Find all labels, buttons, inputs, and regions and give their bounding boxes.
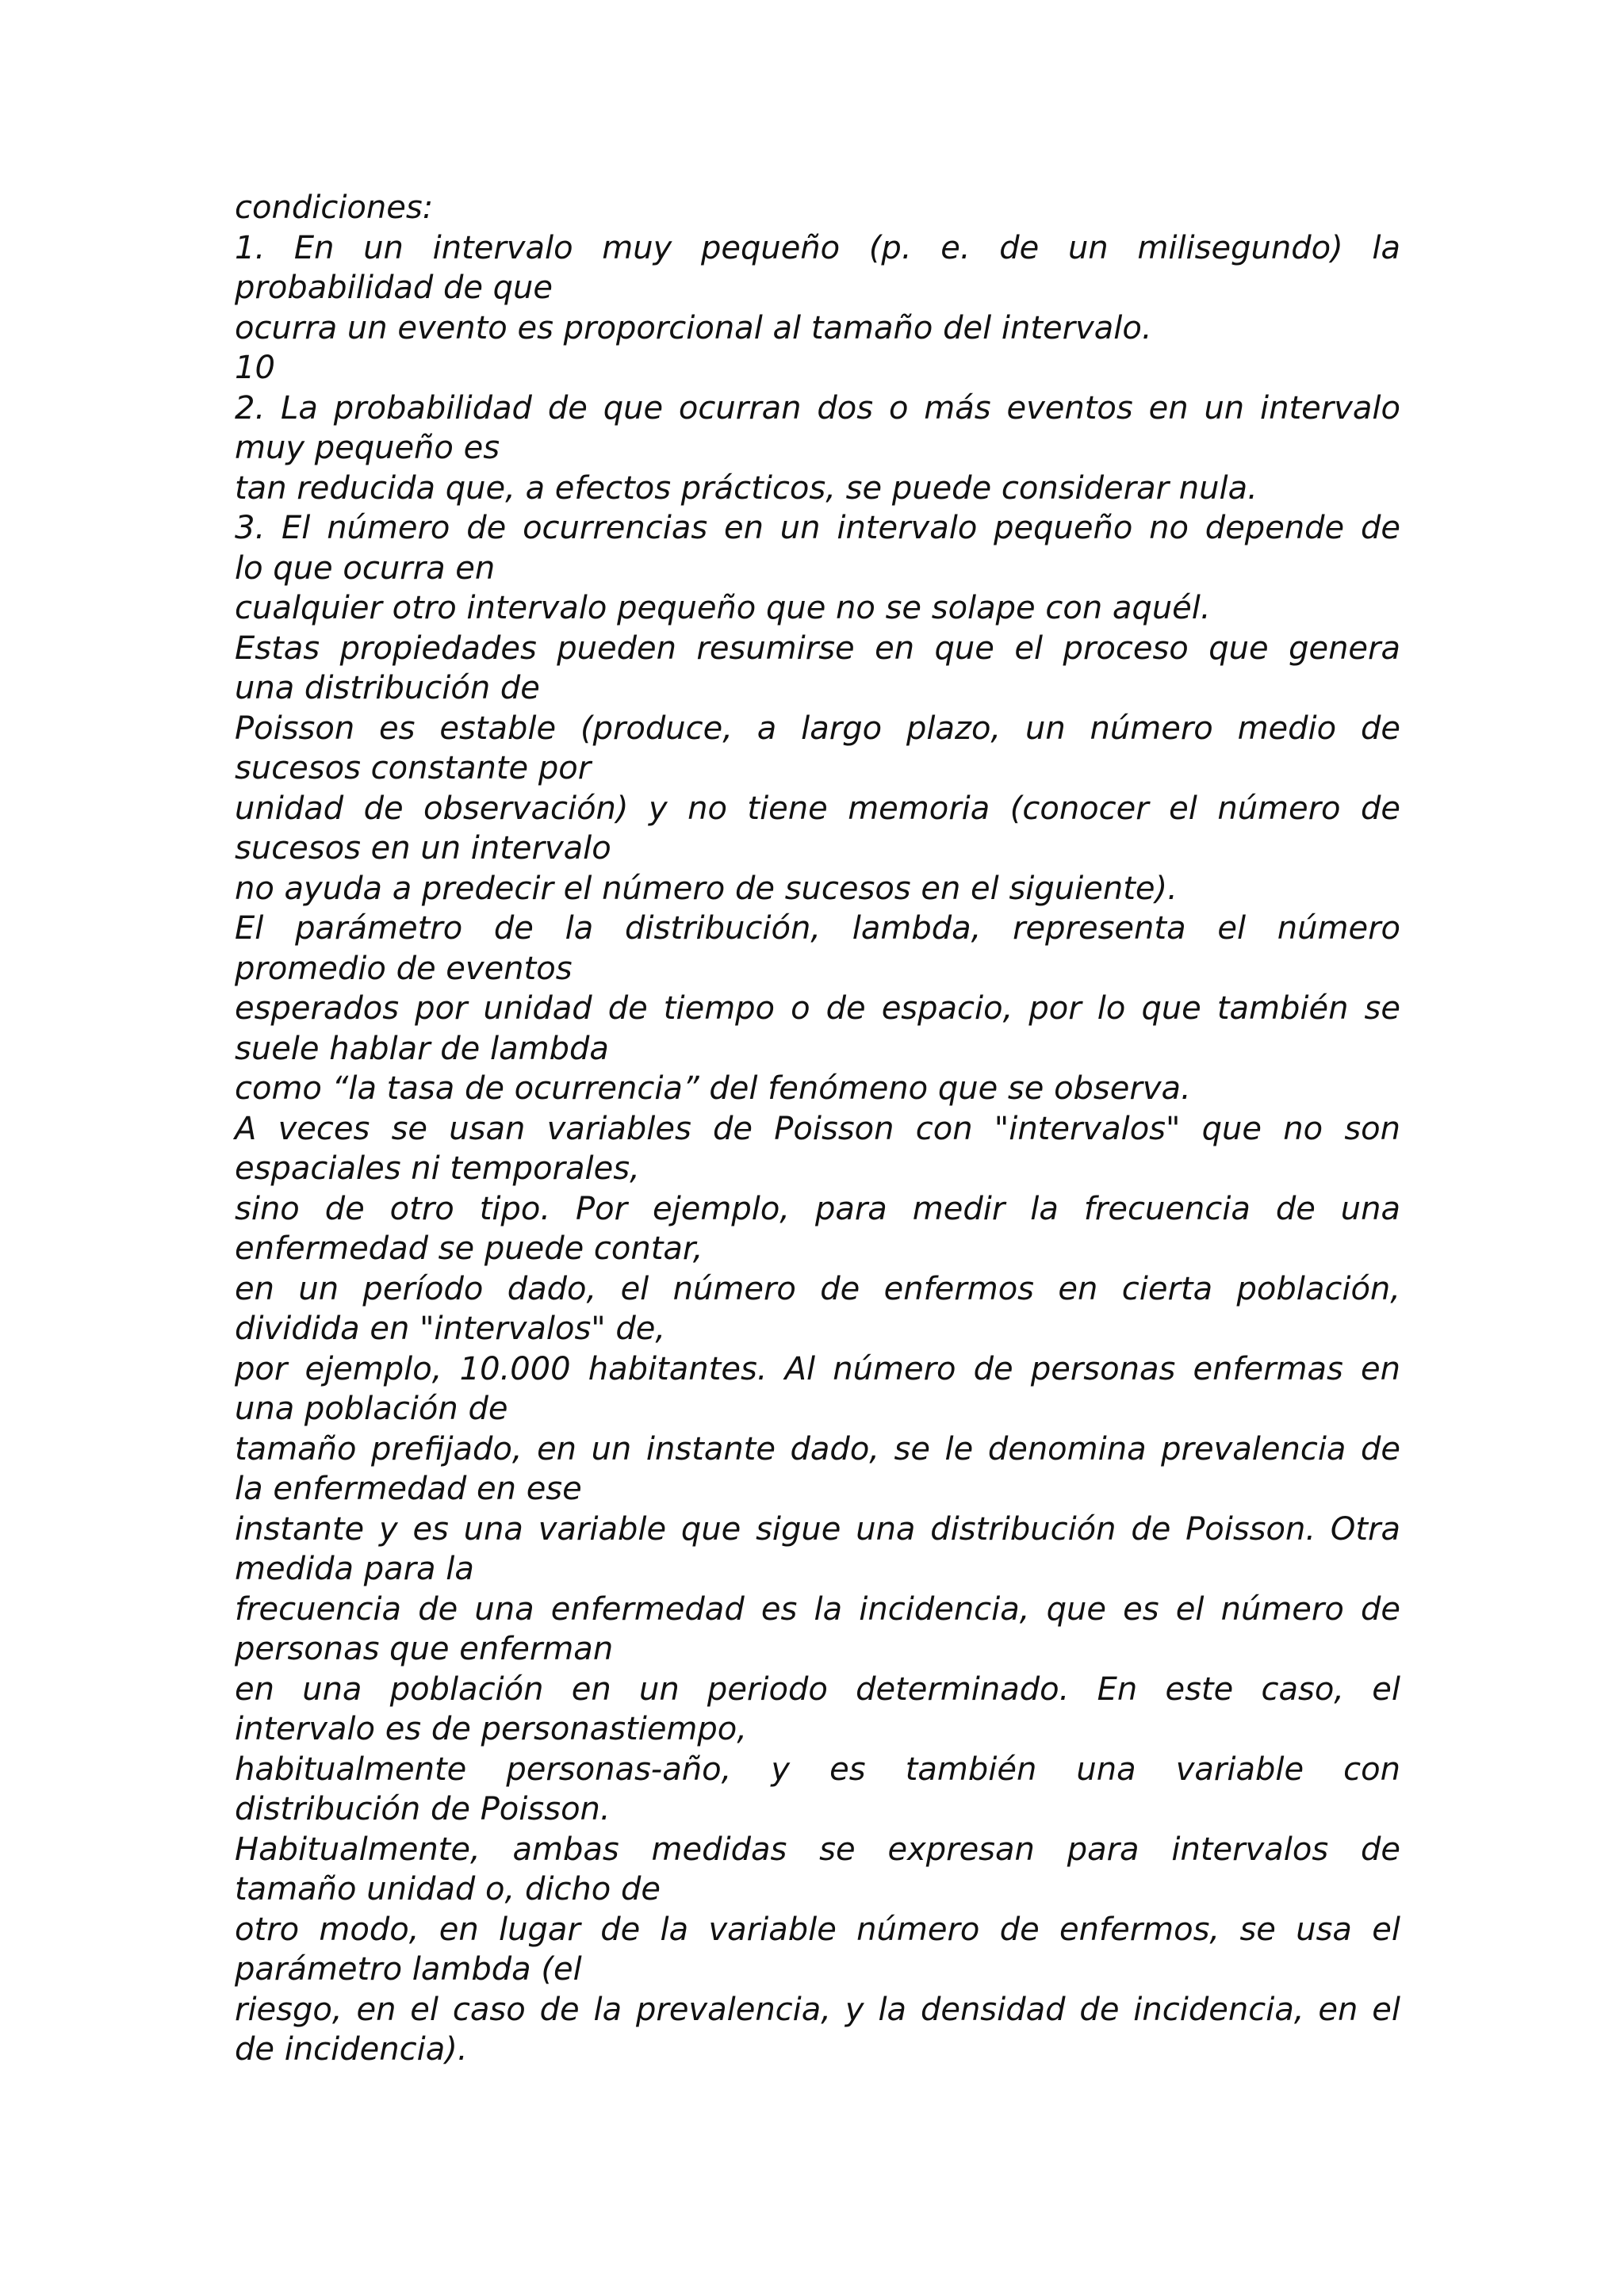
text-line: distribución de Poisson. <box>235 1791 611 1827</box>
text-line: intervalo es de personastiempo, <box>235 1711 747 1747</box>
text-line: Poisson es estable (produce, a largo plazo, un número medio de <box>235 710 1400 747</box>
text-line: una población de <box>235 1391 508 1427</box>
text-line: medida para la <box>235 1551 474 1587</box>
text-line: condiciones: <box>235 189 434 226</box>
text-line: ocurra un evento es proporcional al tamaño del intervalo. <box>235 309 1152 346</box>
text-line: en un período dado, el número de enfermos en cierta población, <box>235 1270 1400 1307</box>
text-line: como “la tasa de ocurrencia” del fenómeno que se observa. <box>235 1070 1191 1107</box>
text-line: 10 <box>235 350 275 386</box>
text-line: riesgo, en el caso de la prevalencia, y la densidad de incidencia, en el <box>235 1991 1400 2028</box>
text-line: espaciales ni temporales, <box>235 1150 640 1187</box>
text-line: muy pequeño es <box>235 430 500 466</box>
text-line: dividida en "intervalos" de, <box>235 1311 666 1347</box>
text-line: tan reducida que, a efectos prácticos, se puede considerar nula. <box>235 469 1258 507</box>
text-line: 1. En un intervalo muy pequeño (p. e. de un milisegundo) la <box>235 229 1400 266</box>
text-line: unidad de observación) y no tiene memoria (conocer el número de <box>235 790 1400 827</box>
text-line: 3. El número de ocurrencias en un intervalo pequeño no depende de <box>235 510 1400 546</box>
text-line: en una población en un periodo determinado. En este caso, el <box>235 1670 1400 1708</box>
text-line: la enfermedad en ese <box>235 1471 582 1507</box>
text-line: sucesos en un intervalo <box>235 830 611 867</box>
text-line: no ayuda a predecir el número de sucesos en el siguiente). <box>235 870 1178 907</box>
text-line: Estas propiedades pueden resumirse en que el proceso que genera <box>235 629 1400 667</box>
text-line: tamaño prefijado, en un instante dado, se le denomina prevalencia de <box>235 1430 1400 1468</box>
text-line: personas que enferman <box>235 1631 614 1667</box>
text-line: promedio de eventos <box>235 950 573 987</box>
text-line: sino de otro tipo. Por ejemplo, para medir la frecuencia de una <box>235 1190 1400 1227</box>
text-line: otro modo, en lugar de la variable número de enfermos, se usa el <box>235 1911 1400 1948</box>
text-line: A veces se usan variables de Poisson con "intervalos" que no son <box>235 1110 1400 1147</box>
text-line: esperados por unidad de tiempo o de espacio, por lo que también se <box>235 990 1400 1027</box>
text-line: sucesos constante por <box>235 750 592 786</box>
text-line: de incidencia). <box>235 2031 468 2068</box>
text-line: suele hablar de lambda <box>235 1030 609 1067</box>
text-line: habitualmente personas-año, y es también una variable con <box>235 1751 1400 1788</box>
text-line: tamaño unidad o, dicho de <box>235 1871 661 1908</box>
text-line: una distribución de <box>235 670 540 706</box>
document-page <box>235 188 1400 2070</box>
text-line: frecuencia de una enfermedad es la incidencia, que es el número de <box>235 1590 1400 1628</box>
text-line: probabilidad de que <box>235 270 553 306</box>
text-line: enfermedad se puede contar, <box>235 1230 703 1267</box>
text-line: El parámetro de la distribución, lambda, representa el número <box>235 910 1400 947</box>
text-line: por ejemplo, 10.000 habitantes. Al número de personas enfermas en <box>235 1350 1400 1387</box>
text-line: Habitualmente, ambas medidas se expresan para intervalos de <box>235 1831 1400 1868</box>
text-line: instante y es una variable que sigue una distribución de Poisson. Otra <box>235 1510 1400 1548</box>
text-line: lo que ocurra en <box>235 549 496 587</box>
text-line: parámetro lambda (el <box>235 1951 582 1988</box>
text-line: 2. La probabilidad de que ocurran dos o más eventos en un intervalo <box>235 389 1400 427</box>
text-line: cualquier otro intervalo pequeño que no se solape con aquél. <box>235 590 1211 626</box>
